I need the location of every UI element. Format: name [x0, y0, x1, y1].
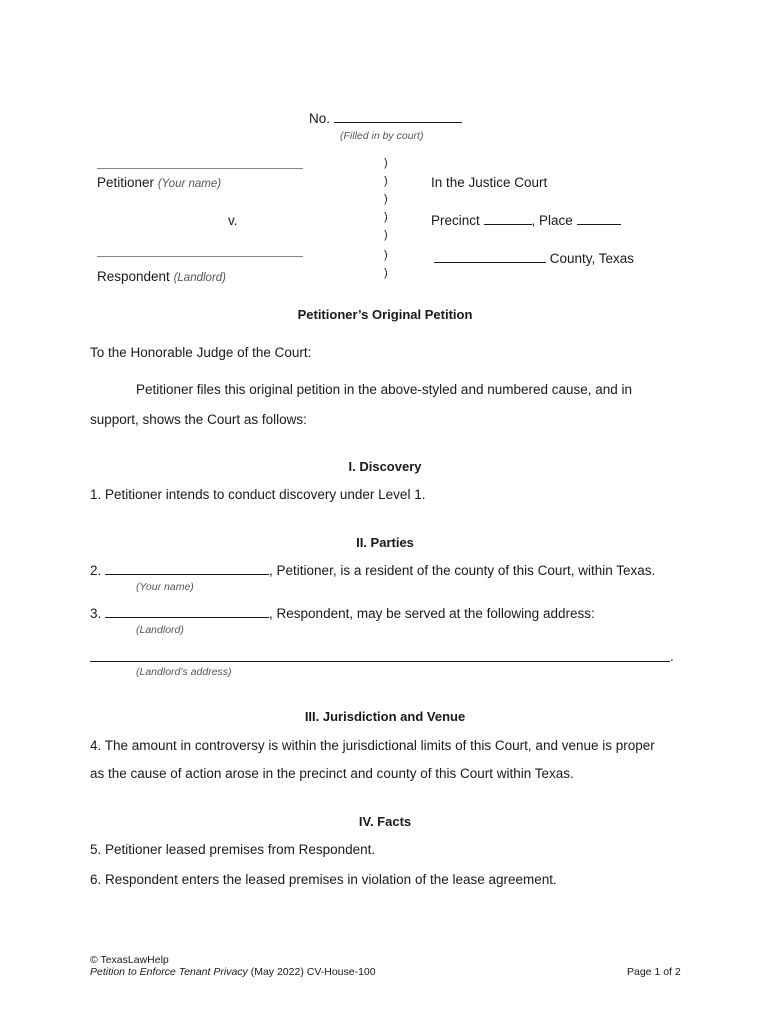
footer-form-info [90, 966, 376, 978]
item-3-number: 3. [90, 606, 102, 621]
jurisdiction-line-2: as the cause of action arose in the precinct and county of this Court within Texas. [90, 766, 574, 781]
item-2-text: , Petitioner, is a resident of the county of this Court, within Texas. [269, 563, 656, 578]
facts-item-5: 5. Petitioner leased premises from Respondent. [90, 842, 376, 857]
parties-item-3 [90, 606, 595, 621]
caption-paren: ) [384, 211, 388, 223]
caption-paren: ) [384, 193, 388, 205]
caption-paren: ) [384, 249, 388, 261]
address-note: (Landlord’s address) [136, 666, 232, 678]
case-number-note: (Filled in by court) [340, 130, 424, 142]
footer-page-number: Page 1 of 2 [627, 966, 681, 978]
versus-text: v. [228, 213, 238, 228]
jurisdiction-line-1: 4. The amount in controversy is within the jurisdictional limits of this Court, and venue is proper [90, 738, 655, 753]
salutation: To the Honorable Judge of the Court: [90, 345, 312, 360]
landlord-address-field[interactable] [90, 661, 670, 662]
petitioner-note: (Your name) [157, 178, 222, 190]
section-heading-jurisdiction: III. Jurisdiction and Venue [304, 709, 466, 724]
precinct-place-line [431, 213, 621, 228]
intro-line-1: Petitioner files this original petition in the above-styled and numbered cause, and in [136, 382, 633, 397]
document-title: Petitioner’s Original Petition [297, 307, 473, 322]
footer-copyright: © TexasLawHelp [90, 954, 169, 966]
respondent-name-blank[interactable] [97, 256, 303, 257]
respondent-label: Respondent [97, 269, 170, 284]
petitioner-name-blank[interactable] [97, 168, 303, 169]
caption-paren: ) [384, 157, 388, 169]
court-line: In the Justice Court [431, 175, 548, 190]
county-line [434, 251, 634, 266]
item-2-number: 2. [90, 563, 102, 578]
facts-item-6: 6. Respondent enters the leased premises in violation of the lease agreement. [90, 872, 557, 887]
precinct-blank[interactable] [484, 213, 532, 225]
section-heading-facts: IV. Facts [358, 814, 412, 829]
caption-paren: ) [384, 175, 388, 187]
item-3-note: (Landlord) [136, 624, 184, 636]
section-heading-parties: II. Parties [356, 535, 414, 550]
parties-item-2 [90, 563, 655, 578]
petitioner-caption [97, 175, 221, 190]
respondent-caption [97, 269, 226, 284]
case-number-blank[interactable] [334, 111, 462, 123]
section-heading-discovery: I. Discovery [348, 459, 422, 474]
case-number-line [309, 111, 462, 126]
item-2-note: (Your name) [136, 581, 194, 593]
respondent-note: (Landlord) [173, 272, 226, 284]
landlord-name-field[interactable] [105, 606, 269, 618]
footer-form-title: Petition to Enforce Tenant Privacy [90, 966, 248, 978]
address-period: . [670, 649, 674, 664]
place-blank[interactable] [577, 213, 621, 225]
discovery-item-1: 1. Petitioner intends to conduct discovery under Level 1. [90, 487, 426, 502]
precinct-label: Precinct [431, 213, 480, 228]
case-number-label: No. [309, 111, 331, 126]
caption-paren: ) [384, 267, 388, 279]
county-label: County, Texas [549, 251, 635, 266]
item-3-text: , Respondent, may be served at the following address: [269, 606, 595, 621]
footer-form-meta: (May 2022) CV-House-100 [250, 966, 376, 978]
petitioner-name-field[interactable] [105, 563, 269, 575]
intro-line-2: support, shows the Court as follows: [90, 412, 307, 427]
county-blank[interactable] [434, 251, 546, 263]
caption-paren: ) [384, 229, 388, 241]
place-label: , Place [531, 213, 573, 228]
petitioner-label: Petitioner [97, 175, 155, 190]
